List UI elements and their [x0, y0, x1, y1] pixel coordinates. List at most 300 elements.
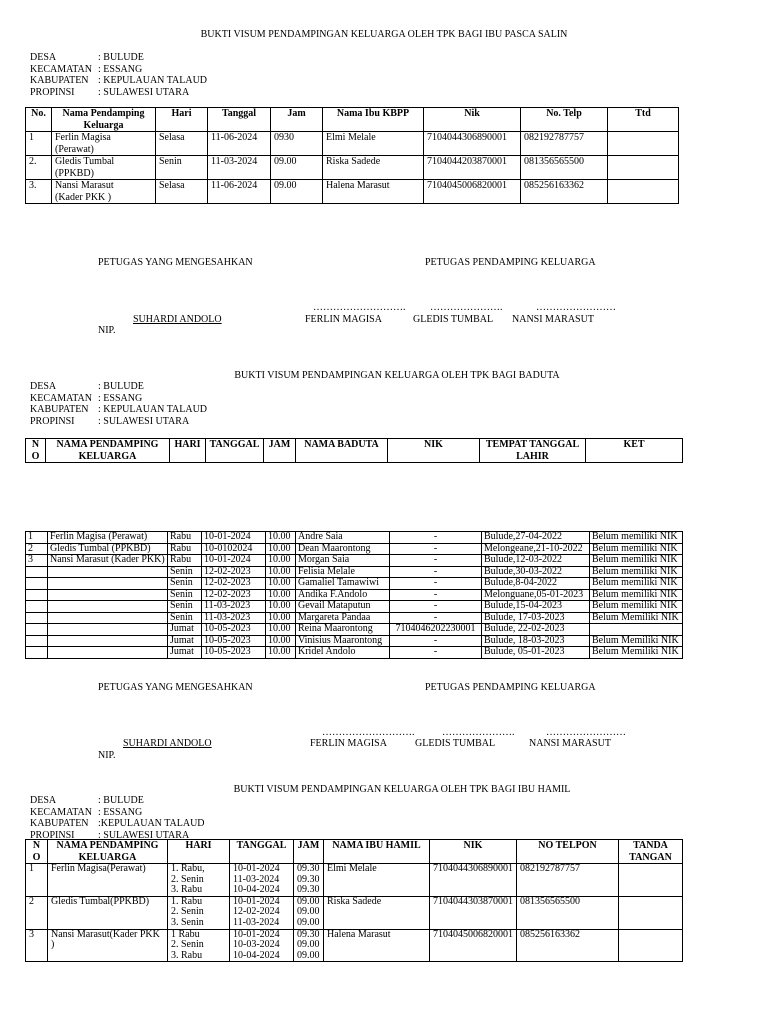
- cell-tanggal: 11-03-2023: [202, 601, 266, 613]
- cell-no-line: 1: [29, 863, 34, 874]
- cell-jam: 10.00: [266, 566, 296, 578]
- section2-info: [30, 381, 207, 427]
- cell-hari-line: 1. Rabu: [171, 895, 203, 907]
- cell-tanggal: 10-05-2023: [202, 647, 266, 659]
- cell-jam: [294, 929, 324, 962]
- col-header: Ttd: [608, 108, 679, 132]
- cell-nik: -: [390, 566, 482, 578]
- desa-value: : BULUDE: [98, 381, 144, 392]
- cell-no: [26, 647, 48, 659]
- cell-hari-line: 2. Senin: [171, 873, 204, 885]
- cell-jam-line: 09.00: [297, 906, 320, 918]
- cell-nama: [48, 578, 168, 590]
- cell-hari: Selasa: [156, 132, 208, 156]
- cell-tanggal-line: 10-01-2024: [233, 928, 280, 940]
- cell-tanggal: 10-05-2023: [202, 635, 266, 647]
- pendamping-name: GLEDIS TUMBAL: [413, 314, 494, 325]
- table-row: [26, 532, 683, 544]
- cell-ibu: [324, 864, 430, 897]
- kabupaten-value: : KEPULAUAN TALAUD: [98, 404, 208, 415]
- cell-telp-line: 082192787757: [520, 863, 580, 874]
- col-header: HARI: [170, 439, 206, 463]
- col-header: KET: [586, 439, 683, 463]
- cell-jam: [294, 864, 324, 897]
- cell-ttl: Bulude,12-03-2022: [482, 555, 590, 567]
- cell-hari-line: 1 Rabu: [171, 928, 200, 940]
- pendamping-name: NANSI MARASUT: [512, 314, 594, 325]
- baduta-table: [25, 531, 683, 659]
- cell-no: [26, 929, 48, 962]
- cell-ibu-line: Elmi Melale: [327, 863, 377, 874]
- cell-ttd: [608, 156, 679, 180]
- kecamatan-value: : ESSANG: [98, 63, 143, 75]
- cell-nik: -: [390, 647, 482, 659]
- cell-ket: Belum Memiliki NIK: [590, 612, 683, 624]
- table-row: [26, 132, 679, 156]
- cell-no: 1: [26, 532, 48, 544]
- col-header: N O: [26, 439, 46, 463]
- cell-ket: Belum memiliki NIK: [590, 601, 683, 613]
- cell-tanggal-line: 10-04-2024: [233, 884, 280, 896]
- cell-nama: [48, 612, 168, 624]
- cell-nama-line: Gledis Tumbal(PPKBD): [51, 895, 150, 907]
- cell-ttl: Melongeane,21-10-2022: [482, 543, 590, 555]
- cell-tanggal-line: 10-01-2024: [233, 863, 280, 874]
- cell-no: [26, 612, 48, 624]
- desa-value: : BULUDE: [98, 52, 144, 63]
- cell-telp: [517, 929, 619, 962]
- cell-hari: [168, 929, 230, 962]
- cell-jam: 10.00: [266, 635, 296, 647]
- cell-jam: 10.00: [266, 578, 296, 590]
- col-header: Nama Pendamping Keluarga: [52, 108, 156, 132]
- sig-right-title: PETUGAS PENDAMPING KELUARGA: [425, 257, 596, 268]
- sig-dots: ……………………: [546, 727, 626, 738]
- table-row: [26, 578, 683, 590]
- cell-telp: [517, 896, 619, 929]
- cell-no: 3: [26, 555, 48, 567]
- table-header-row: [26, 108, 679, 132]
- col-header: JAM: [264, 439, 296, 463]
- cell-no: [26, 578, 48, 590]
- cell-ibu-line: Riska Sadede: [327, 895, 382, 907]
- cell-tanggal: 10-01-2024: [202, 555, 266, 567]
- cell-no: [26, 864, 48, 897]
- cell-ibu: Elmi Melale: [323, 132, 424, 156]
- cell-ket: Belum memiliki NIK: [590, 566, 683, 578]
- kecamatan-label: KECAMATAN: [30, 392, 92, 404]
- cell-nama: [48, 624, 168, 636]
- cell-ibu: [324, 929, 430, 962]
- cell-ket: [590, 624, 683, 636]
- table-row: [26, 156, 679, 180]
- cell-ttl: Bulude,8-04-2022: [482, 578, 590, 590]
- cell-nik: -: [390, 578, 482, 590]
- sig-dots: ………………….: [442, 727, 515, 738]
- cell-nama: [48, 864, 168, 897]
- cell-jam: 10.00: [266, 612, 296, 624]
- cell-baduta: Andika F.Andolo: [296, 589, 390, 601]
- signer-name: SUHARDI ANDOLO: [123, 738, 212, 749]
- cell-jam: 10.00: [266, 647, 296, 659]
- cell-ket: Belum Memiliki NIK: [590, 635, 683, 647]
- pendamping-name: FERLIN MAGISA: [310, 738, 387, 749]
- cell-tanggal: 12-02-2023: [202, 566, 266, 578]
- table-row: [26, 601, 683, 613]
- cell-nik: -: [390, 601, 482, 613]
- cell-hari-line: 1. Rabu,: [171, 863, 205, 874]
- cell-telp-line: 081356565500: [520, 895, 580, 907]
- cell-hari: Jumat: [168, 647, 202, 659]
- cell-hari: Rabu: [168, 543, 202, 555]
- cell-no-line: 3: [29, 928, 34, 940]
- cell-nama: [48, 647, 168, 659]
- cell-nama: Gledis Tumbal (PPKBD): [48, 543, 168, 555]
- cell-nama: Nansi Marasut (Kader PKK): [48, 555, 168, 567]
- cell-tanggal: [230, 929, 294, 962]
- sig-dots: ……………………: [536, 302, 616, 313]
- propinsi-label: PROPINSI: [30, 415, 75, 427]
- cell-hari: Jumat: [168, 635, 202, 647]
- table-row: [26, 180, 679, 204]
- cell-jam-line: 09.30: [297, 884, 320, 896]
- cell-jam: 10.00: [266, 589, 296, 601]
- cell-nama: [52, 180, 156, 204]
- table-row: [26, 929, 683, 962]
- cell-jam-line: 09.30: [297, 863, 320, 874]
- cell-telp: 085256163362: [521, 180, 608, 204]
- cell-jam: 10.00: [266, 624, 296, 636]
- baduta-body: [26, 532, 683, 659]
- cell-ttd: [619, 896, 683, 929]
- col-header: NAMA PENDAMPING KELUARGA: [46, 439, 170, 463]
- cell-hari-line: 2. Senin: [171, 939, 204, 951]
- pendamping-name: NANSI MARASUT: [529, 738, 611, 749]
- cell-tanggal-line: 11-03-2024: [233, 916, 280, 928]
- col-header: Nik: [424, 108, 521, 132]
- table-row: [26, 896, 683, 929]
- desa-label: DESA: [30, 52, 57, 63]
- cell-nik: -: [390, 612, 482, 624]
- cell-tanggal: [230, 864, 294, 897]
- sig-dots: ……………………….: [322, 727, 415, 738]
- kecamatan-label: KECAMATAN: [30, 63, 92, 75]
- cell-baduta: Reina Maarontong: [296, 624, 390, 636]
- nama-line: Gledis Tumbal: [55, 156, 115, 167]
- cell-hari-line: 2. Senin: [171, 906, 204, 918]
- col-header: Hari: [156, 108, 208, 132]
- cell-baduta: Felisia Melale: [296, 566, 390, 578]
- cell-nik: [430, 929, 517, 962]
- cell-nama: [48, 566, 168, 578]
- col-header: NAMA BADUTA: [296, 439, 388, 463]
- kabupaten-value: : KEPULAUAN TALAUD: [98, 75, 208, 86]
- ibu-hamil-table: [25, 839, 683, 962]
- kecamatan-value: : ESSANG: [98, 806, 143, 818]
- cell-baduta: Margareta Pandaa: [296, 612, 390, 624]
- cell-hari: Rabu: [168, 555, 202, 567]
- cell-ket: Belum memiliki NIK: [590, 532, 683, 544]
- cell-nik: 7104044306890001: [424, 132, 521, 156]
- propinsi-value: : SULAWESI UTARA: [98, 415, 190, 427]
- cell-baduta: Dean Maarontong: [296, 543, 390, 555]
- cell-nik: 7104046202230001: [390, 624, 482, 636]
- cell-ibu: Riska Sadede: [323, 156, 424, 180]
- propinsi-value: : SULAWESI UTARA: [98, 86, 190, 98]
- cell-nik: 7104045006820001: [424, 180, 521, 204]
- cell-nik: -: [390, 589, 482, 601]
- cell-nik-line: 7104044306890001: [433, 863, 513, 874]
- cell-hari: Senin: [168, 601, 202, 613]
- cell-tanggal: 10-05-2023: [202, 624, 266, 636]
- cell-telp: [517, 864, 619, 897]
- table-row: [26, 635, 683, 647]
- section3-title: BUKTI VISUM PENDAMPINGAN KELUARGA OLEH TPK BAGI IBU HAMIL: [233, 784, 571, 795]
- cell-tanggal-line: 12-02-2024: [233, 906, 280, 918]
- cell-nama: [48, 589, 168, 601]
- cell-no: [26, 566, 48, 578]
- cell-hari: Selasa: [156, 180, 208, 204]
- propinsi-label: PROPINSI: [30, 86, 75, 98]
- hamil-body: [26, 864, 683, 962]
- table-row: [26, 543, 683, 555]
- cell-tanggal-line: 10-03-2024: [233, 939, 280, 951]
- pendamping-name: FERLIN MAGISA: [305, 314, 382, 325]
- table-row: [26, 624, 683, 636]
- cell-hari: Senin: [168, 589, 202, 601]
- cell-ttl: Melonguane,05-01-2023: [482, 589, 590, 601]
- section2-title: BUKTI VISUM PENDAMPINGAN KELUARGA OLEH TPK BAGI BADUTA: [234, 370, 560, 381]
- col-header: NIK: [430, 840, 517, 864]
- cell-ttd: [608, 180, 679, 204]
- cell-ibu: [324, 896, 430, 929]
- col-header: NAMA IBU HAMIL: [324, 840, 430, 864]
- cell-telp-line: 085256163362: [520, 928, 580, 940]
- section3-info: [30, 795, 205, 841]
- table-row: [26, 555, 683, 567]
- cell-nama: [48, 635, 168, 647]
- table-row: [26, 864, 683, 897]
- desa-label: DESA: [30, 381, 57, 392]
- cell-ttl: Bulude,15-04-2023: [482, 601, 590, 613]
- col-header: No. Telp: [521, 108, 608, 132]
- cell-ket: Belum memiliki NIK: [590, 578, 683, 590]
- col-header: Tanggal: [208, 108, 271, 132]
- col-header: No.: [26, 108, 52, 132]
- cell-jam: 10.00: [266, 555, 296, 567]
- cell-ttd: [619, 864, 683, 897]
- cell-ibu: Halena Marasut: [323, 180, 424, 204]
- kecamatan-label: KECAMATAN: [30, 806, 92, 818]
- pendamping-name: GLEDIS TUMBAL: [415, 738, 496, 749]
- cell-jam-line: 09.00: [297, 916, 320, 928]
- col-header: NO TELPON: [517, 840, 619, 864]
- section1-info: [30, 52, 207, 98]
- cell-baduta: Vinisius Maarontong: [296, 635, 390, 647]
- cell-nama: [52, 132, 156, 156]
- nip-label: NIP.: [98, 750, 116, 761]
- propinsi-value: : SULAWESI UTARA: [98, 829, 190, 841]
- nama-role: (Kader PKK ): [55, 191, 112, 203]
- cell-hari: Senin: [168, 566, 202, 578]
- cell-nama-line: Ferlin Magisa(Perawat): [51, 863, 146, 874]
- cell-jam: [294, 896, 324, 929]
- table-row: [26, 566, 683, 578]
- nama-role: (PPKBD): [55, 167, 94, 179]
- cell-hari-line: 3. Senin: [171, 916, 204, 928]
- desa-value: : BULUDE: [98, 795, 144, 806]
- cell-no: [26, 635, 48, 647]
- cell-nama: [48, 929, 168, 962]
- cell-nama: [52, 156, 156, 180]
- cell-jam: 10.00: [266, 543, 296, 555]
- cell-tanggal: 11-06-2024: [208, 180, 271, 204]
- cell-nik: [430, 864, 517, 897]
- cell-nama: Ferlin Magisa (Perawat): [48, 532, 168, 544]
- col-header: N O: [26, 840, 48, 864]
- cell-nik: -: [390, 543, 482, 555]
- cell-no: 1: [26, 132, 52, 156]
- cell-tanggal-line: 10-04-2024: [233, 949, 280, 961]
- nama-role: (Perawat): [55, 143, 94, 155]
- cell-baduta: Gamaliel Tamawiwi: [296, 578, 390, 590]
- col-header: JAM: [294, 840, 324, 864]
- cell-nama: [48, 896, 168, 929]
- table-row: [26, 612, 683, 624]
- col-header: Nama Ibu KBPP: [323, 108, 424, 132]
- cell-hari: Senin: [168, 612, 202, 624]
- cell-no: [26, 589, 48, 601]
- cell-nik-line: 7104044303870001: [433, 895, 513, 907]
- cell-ket: Belum Memiliki NIK: [590, 647, 683, 659]
- table-row: [26, 647, 683, 659]
- nip-label: NIP.: [98, 325, 116, 336]
- col-header: TANGGAL: [230, 840, 294, 864]
- cell-telp: 081356565500: [521, 156, 608, 180]
- cell-ttd: [608, 132, 679, 156]
- cell-tanggal-line: 11-03-2024: [233, 873, 280, 885]
- cell-tanggal: 10-01-2024: [202, 532, 266, 544]
- cell-telp: 082192787757: [521, 132, 608, 156]
- nama-line: Ferlin Magisa: [55, 132, 111, 143]
- nama-line: Nansi Marasut: [55, 180, 114, 191]
- sig-dots: ………………….: [430, 302, 503, 313]
- cell-tanggal: 12-02-2023: [202, 578, 266, 590]
- col-header: Jam: [271, 108, 323, 132]
- cell-tanggal: 11-06-2024: [208, 132, 271, 156]
- col-header: TANDA TANGAN: [619, 840, 683, 864]
- cell-jam: 09.00: [271, 180, 323, 204]
- cell-ibu-line: Halena Marasut: [327, 928, 391, 940]
- sig-dots: ……………………….: [313, 302, 406, 313]
- cell-hari: Rabu: [168, 532, 202, 544]
- cell-no: 2.: [26, 156, 52, 180]
- cell-no: [26, 896, 48, 929]
- cell-ket: Belum memiliki NIK: [590, 543, 683, 555]
- sig-left-title: PETUGAS YANG MENGESAHKAN: [98, 682, 253, 693]
- cell-nik: 7104044203870001: [424, 156, 521, 180]
- col-header: NAMA PENDAMPING KELUARGA: [48, 840, 168, 864]
- cell-hari: Senin: [168, 578, 202, 590]
- cell-hari: Jumat: [168, 624, 202, 636]
- cell-nik: -: [390, 635, 482, 647]
- cell-jam-line: 09.00: [297, 939, 320, 951]
- cell-ket: Belum memiliki NIK: [590, 555, 683, 567]
- cell-baduta: Kridel Andolo: [296, 647, 390, 659]
- cell-ttd: [619, 929, 683, 962]
- col-header: TEMPAT TANGGAL LAHIR: [480, 439, 586, 463]
- table-row: [26, 589, 683, 601]
- cell-nama-line: Nansi Marasut(Kader PKK ): [51, 928, 160, 951]
- cell-ttl: Bulude, 22-02-2023: [482, 624, 590, 636]
- cell-baduta: Morgan Saia: [296, 555, 390, 567]
- cell-hari-line: 3. Rabu: [171, 949, 203, 961]
- table-header-row: [26, 840, 683, 864]
- cell-nik-line: 7104045006820001: [433, 928, 513, 940]
- cell-ttl: Bulude,27-04-2022: [482, 532, 590, 544]
- kabupaten-label: KABUPATEN: [30, 818, 89, 829]
- cell-nik: [430, 896, 517, 929]
- cell-nik: -: [390, 532, 482, 544]
- propinsi-label: PROPINSI: [30, 829, 75, 841]
- cell-jam-line: 09.00: [297, 949, 320, 961]
- cell-ttl: Bulude, 05-01-2023: [482, 647, 590, 659]
- sig-left-title: PETUGAS YANG MENGESAHKAN: [98, 257, 253, 268]
- cell-tanggal: 10-0102024: [202, 543, 266, 555]
- cell-tanggal: [230, 896, 294, 929]
- cell-nama: [48, 601, 168, 613]
- kabupaten-label: KABUPATEN: [30, 75, 89, 86]
- kecamatan-value: : ESSANG: [98, 392, 143, 404]
- cell-no-line: 2: [29, 895, 34, 907]
- cell-ttl: Bulude, 18-03-2023: [482, 635, 590, 647]
- cell-jam-line: 09.30: [297, 873, 320, 885]
- cell-hari: [168, 896, 230, 929]
- kabupaten-label: KABUPATEN: [30, 404, 89, 415]
- col-header: NIK: [388, 439, 480, 463]
- cell-jam: 10.00: [266, 601, 296, 613]
- desa-label: DESA: [30, 795, 57, 806]
- cell-jam-line: 09.00: [297, 895, 320, 907]
- cell-hari-line: 3. Rabu: [171, 884, 203, 896]
- baduta-header-table: [25, 438, 683, 463]
- cell-tanggal: 11-03-2024: [208, 156, 271, 180]
- cell-jam-line: 09.30: [297, 928, 320, 940]
- cell-nik: -: [390, 555, 482, 567]
- cell-ttl: Bulude,30-03-2022: [482, 566, 590, 578]
- cell-hari: [168, 864, 230, 897]
- cell-jam: 10.00: [266, 532, 296, 544]
- cell-jam: 0930: [271, 132, 323, 156]
- section1-title: BUKTI VISUM PENDAMPINGAN KELUARGA OLEH TPK BAGI IBU PASCA SALIN: [200, 29, 568, 40]
- cell-ket: Belum memiliki NIK: [590, 589, 683, 601]
- cell-no: 3.: [26, 180, 52, 204]
- kabupaten-value: :KEPULAUAN TALAUD: [98, 818, 205, 829]
- cell-tanggal: 12-02-2023: [202, 589, 266, 601]
- cell-no: 2: [26, 543, 48, 555]
- cell-tanggal: 11-03-2023: [202, 612, 266, 624]
- col-header: HARI: [168, 840, 230, 864]
- cell-jam: 09.00: [271, 156, 323, 180]
- cell-baduta: Andre Saia: [296, 532, 390, 544]
- cell-ttl: Bulude, 17-03-2023: [482, 612, 590, 624]
- cell-no: [26, 601, 48, 613]
- sig-right-title: PETUGAS PENDAMPING KELUARGA: [425, 682, 596, 693]
- col-header: TANGGAL: [206, 439, 264, 463]
- cell-no: [26, 624, 48, 636]
- pasca-salin-table: [25, 107, 679, 204]
- cell-tanggal-line: 10-01-2024: [233, 895, 280, 907]
